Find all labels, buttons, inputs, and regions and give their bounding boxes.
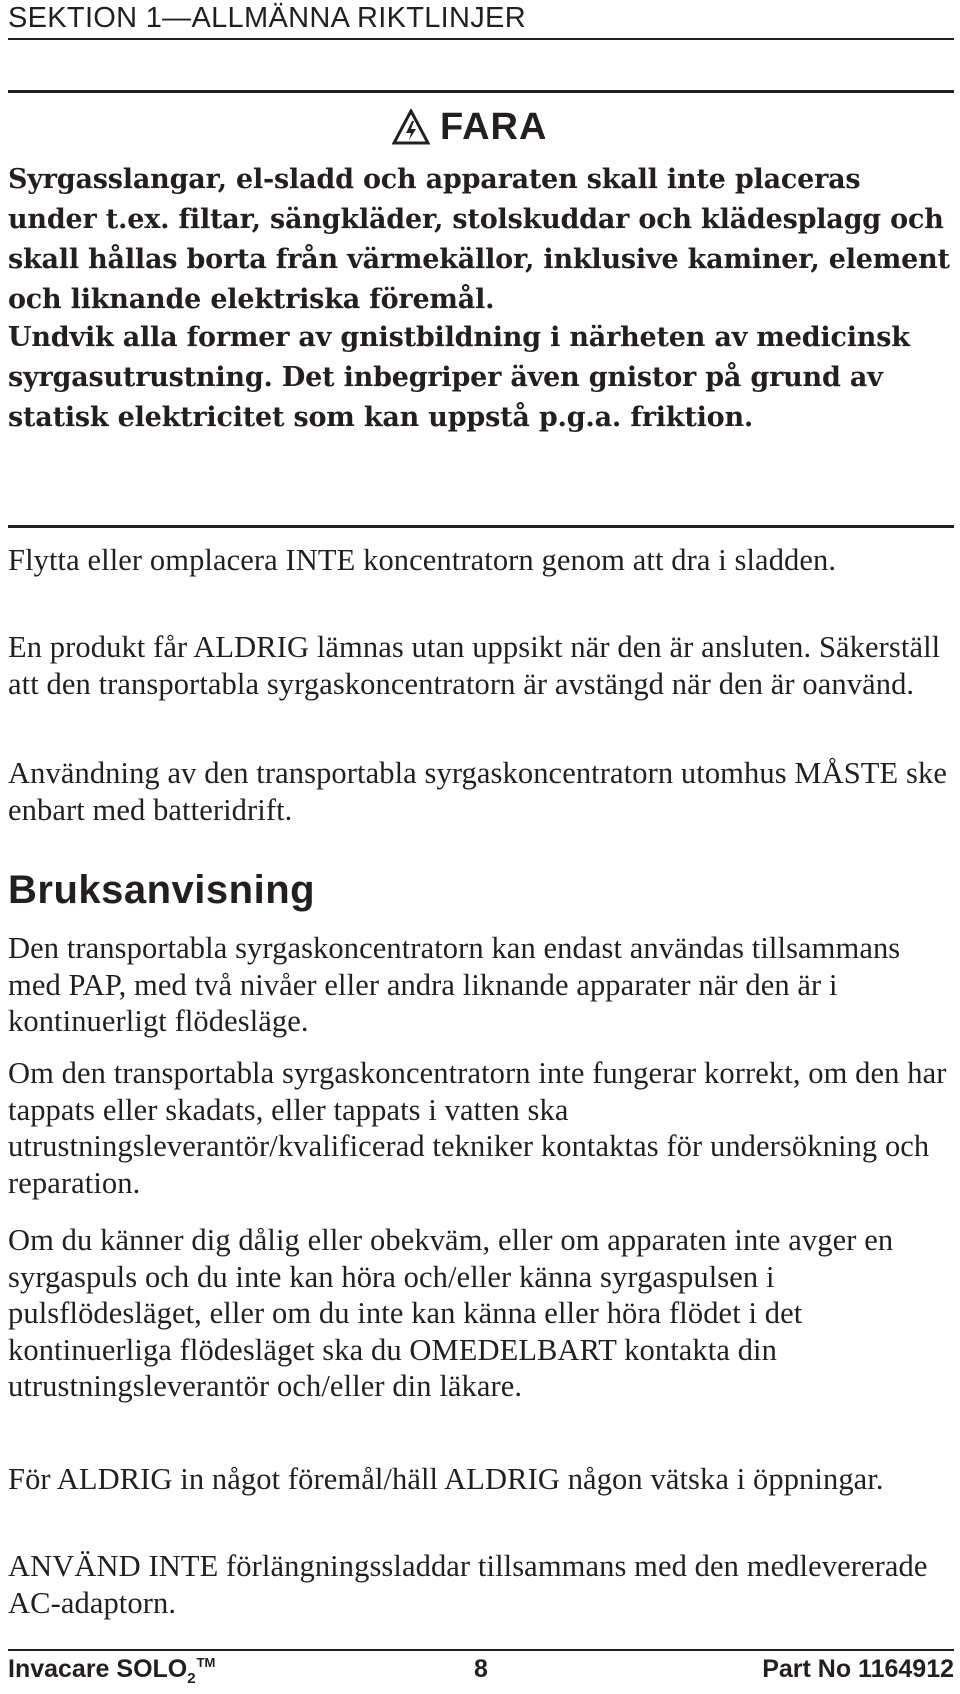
page-footer <box>8 1655 954 1691</box>
warning-top-rule <box>8 90 954 93</box>
usage-paragraph-3: Om du känner dig dålig eller obekväm, eller om apparaten inte avger en syrgaspuls och du inte kan höra och/eller känna syrgaspulsen i pulsflödesläget, eller om du inte kan känna eller höra flödet i det kontinuerliga flödesläget ska du OMEDELBART kontakta din utrustningsleverantör och/eller din läkare. <box>8 1223 894 1403</box>
usage-heading: Bruksanvisning <box>8 868 316 912</box>
footer-rule <box>8 1649 954 1651</box>
general-paragraph-3: Användning av den transportabla syrgaskoncentratorn utomhus MÅSTE ske enbart med batteridrift. <box>8 756 947 827</box>
footer-product-subscript: 2 <box>187 1670 196 1687</box>
general-paragraph-1: Flytta eller omplacera INTE koncentratorn genom att dra i sladden. <box>8 543 837 577</box>
warning-bottom-rule <box>8 525 954 528</box>
usage-paragraph-5: ANVÄND INTE förlängningssladdar tillsammans med den medlevererade AC-adaptorn. <box>8 1549 928 1620</box>
part-number: Part No 1164912 <box>762 1655 954 1683</box>
usage-paragraph-4: För ALDRIG in något föremål/häll ALDRIG någon vätska i öppningar. <box>8 1462 884 1496</box>
usage-paragraph-2: Om den transportabla syrgaskoncentratorn inte fungerar korrekt, om den har tappats eller skadats, eller tappats i vatten ska utrustningsleverantör/kvalificerad tekniker kontaktas för undersökning och reparation. <box>8 1056 947 1200</box>
general-paragraph-2: En produkt får ALDRIG lämnas utan uppsikt när den är ansluten. Säkerställ att den transportabla syrgaskoncentratorn är avstängd när den är oanvänd. <box>8 630 941 701</box>
section-title: SEKTION 1—ALLMÄNNA RIKTLINJER <box>8 2 526 34</box>
warning-paragraph-1: Syrgasslangar, el-sladd och apparaten skall inte placeras under t.ex. filtar, sängkläder, stolskuddar och klädesplagg och skall hållas borta från värmekällor, inklusive kaminer, element och liknande elektriska föremål. <box>8 164 950 315</box>
warning-paragraph-2: Undvik alla former av gnistbildning i närheten av medicinsk syrgasutrustning. Det inbegriper även gnistor på grund av statisk elektricitet som kan uppstå p.g.a. friktion. <box>8 322 910 433</box>
usage-paragraph-1: Den transportabla syrgaskoncentratorn kan endast användas tillsammans med PAP, med två nivåer eller andra liknande apparater när den är i kontinuerligt flödesläge. <box>8 931 901 1038</box>
footer-product-name: Invacare SOLO <box>8 1655 188 1683</box>
footer-product <box>8 1655 215 1687</box>
warning-triangle-icon <box>392 109 430 145</box>
warning-title <box>0 104 960 150</box>
footer-trademark: TM <box>196 1655 216 1670</box>
section-header <box>8 0 954 40</box>
warning-label: FARA <box>440 105 548 148</box>
page-number: 8 <box>474 1655 488 1683</box>
